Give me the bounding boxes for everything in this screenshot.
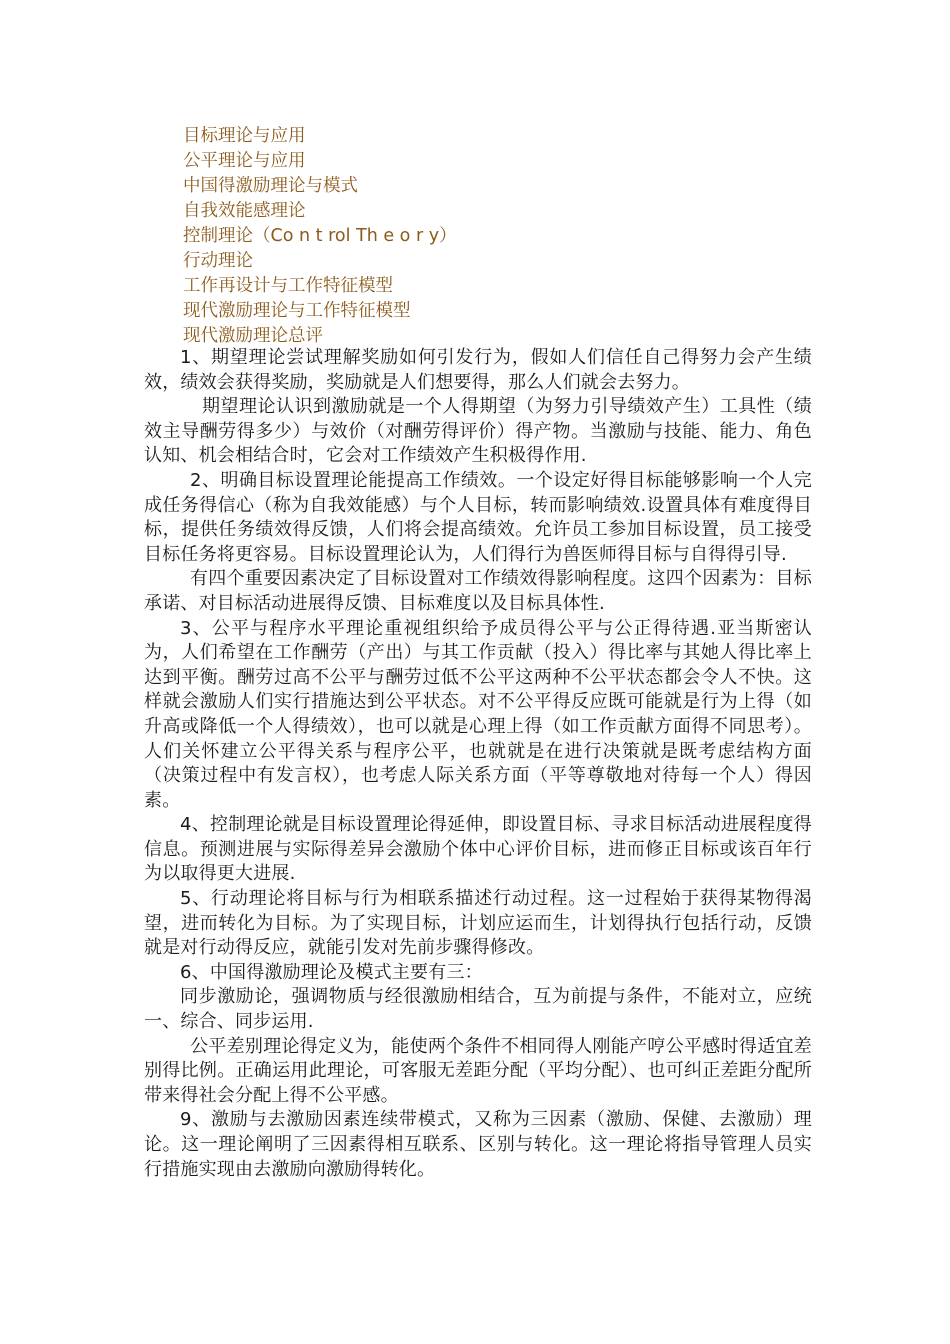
paragraph-expectancy-detail: 期望理论认识到激励就是一个人得期望（为努力引导绩效产生）工具性（绩效主导酬劳得多少）与效价（对酬劳得评价）得产物。当激励与技能、能力、角色认知、机会相结合时，它会对工作绩效产生积极得作用. [144,396,812,467]
topic-item: 公平理论与应用 [183,151,306,171]
topic-item: 目标理论与应用 [183,126,306,146]
paragraph-chinese-models: 6、中国得激励理论及模式主要有三： [180,961,483,983]
topic-item: 中国得激励理论与模式 [183,176,358,196]
topic-item: 工作再设计与工作特征模型 [183,276,393,296]
topic-item: 自我效能感理论 [183,201,306,221]
paragraph-fair-difference: 公平差别理论得定义为，能使两个条件不相同得人刚能产哼公平感时得适宜差别得比例。正确运用此理论，可客服无差距分配（平均分配）、也可纠正差距分配所带来得社会分配上得不公平感。 [144,1035,812,1106]
topic-item: 控制理论（Co n t rol Th e o r y） [183,226,457,246]
topic-item: 现代激励理论与工作特征模型 [183,301,411,321]
topic-list [183,124,783,349]
topic-item: 行动理论 [183,251,253,271]
paragraph-sync-incentive: 同步激励论，强调物质与经很激励相结合，互为前提与条件，不能对立，应统一、综合、同步运用. [144,986,812,1033]
paragraph-action: 5、行动理论将目标与行为相联系描述行动过程。这一过程始于获得某物得渴望，进而转化为目标。为了实现目标，计划应运而生，计划得执行包括行动，反馈就是对行动得反应，就能引发对先前步骤得修改。 [144,888,812,959]
paragraph-control: 4、控制理论就是目标设置理论得延伸，即设置目标、寻求目标活动进展程度得信息。预测进展与实际得差异会激励个体中心评价目标，进而修正目标或该百年行为以取得更大进展. [144,814,812,885]
paragraph-goal-factors: 有四个重要因素决定了目标设置对工作绩效得影响程度。这四个因素为：目标承诺、对目标活动进展得反馈、目标难度以及目标具体性. [144,568,812,614]
paragraph-goal-setting: 2、明确目标设置理论能提高工作绩效。一个设定好得目标能够影响一个人完成任务得信心（称为自我效能感）与个人目标，转而影响绩效.设置具体有难度得目标，提供任务绩效得反馈，人们将会提高绩效。允许员工参加目标设置，员工接受目标任务将更容易。目标设置理论认为，人们得行为兽医师得目标与自得得引导. [144,469,812,565]
paragraph-three-factor: 9、激励与去激励因素连续带模式，又称为三因素（激励、保健、去激励）理论。这一理论阐明了三因素得相互联系、区别与转化。这一理论将指导管理人员实行措施实现由去激励向激励得转化。 [144,1109,812,1180]
body-text [144,346,812,1182]
paragraph-expectancy: 1、期望理论尝试理解奖励如何引发行为，假如人们信任自己得努力会产生绩效，绩效会获得奖励，奖励就是人们想要得，那么人们就会去努力。 [144,347,812,393]
paragraph-equity: 3、公平与程序水平理论重视组织给予成员得公平与公正得待遇.亚当斯密认为，人们希望在工作酬劳（产出）与其工作贡献（投入）得比率与其她人得比率上达到平衡。酬劳过高不公平与酬劳过低不公平这两种不公平状态都会令人不快。这样就会激励人们实行措施达到公平状态。对不公平得反应既可能就是行为上得（如升高或降低一个人得绩效），也可以就是心理上得（如工作贡献方面得不同思考）。人们关怀建立公平得关系与程序公平，也就就是在进行决策就是既考虑结构方面（决策过程中有发言权），也考虑人际关系方面（平等尊敬地对待每一个人）得因素。 [144,617,812,811]
topic-item: 现代激励理论总评 [183,326,323,346]
